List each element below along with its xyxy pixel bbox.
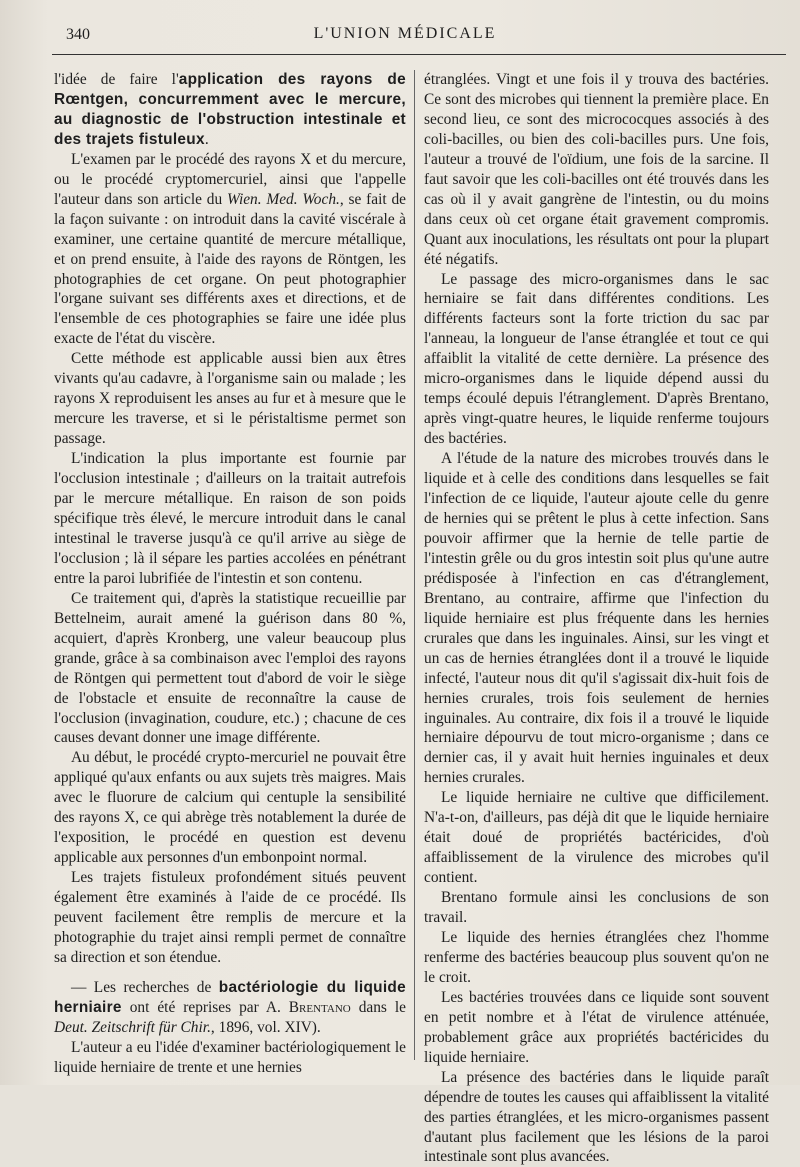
right-column [424,70,769,1167]
paragraph: Cette méthode est applicable aussi bien aux êtres vivants qu'au cadavre, à l'organisme sain ou malade ; les rayons X reproduisent les anses au fur et à mesure que le mercure les traverse, et si le péristaltisme permet son passage. [54,350,406,448]
text-run: l'idée de faire l' [54,71,179,88]
paragraph: Le passage des micro-organismes dans le sac herniaire se fait dans différentes conditions. Les différents facteurs sont la forte triction du sac par l'anneau, la longueur de l'anse étranglée et tout ce qui affaiblit la vitalité de cette dernière. La présence des micro-organismes dans le liquide dépend aussi du temps écoulé depuis l'étranglement. D'après Brentano, après vingt-quatre heures, le liquide renferme toujours des bactéries. [424,270,769,448]
text-run: — Les recherches de [70,978,219,996]
author-name: Brentano [288,998,351,1016]
paragraph: L'indication la plus importante est fournie par l'occlusion intestinale ; d'ailleurs on la traitait autrefois par le mercure métallique. En raison de son poids spécifique très élevé, le mercure introduit dans le canal intestinal le traverse jusqu'à ce qu'il arrive au siège de l'occlusion ; là il sépare les parties accolées en pénétrant entre la paroi lubrifiée de l'intestin et son contenu. [54,450,406,587]
paragraph [54,70,406,150]
journal-citation: Deut. Zeitschrift für Chir. [54,1018,211,1036]
paragraph: Au début, le procédé crypto-mercuriel ne pouvait être appliqué qu'aux enfants ou aux sujets très maigres. Mais avec le fluorure de calcium qui centuple la sensibilité des rayons X, ce qui abrège très notablement la durée de l'exposition, le procédé en question est devenu applicable aux personnes d'un embonpoint normal. [54,749,406,867]
text-run: ont été reprises par A. [121,998,289,1016]
bold-heading: application des rayons de Rœntgen, concurremment avec le mercure, au diagnostic de l'obstruction intestinale et des trajets fistuleux [54,71,406,148]
text-run: L'examen par le procédé des rayons X et du mercure, ou le procédé cryptomercuriel, ainsi que l'appelle l'auteur dans son article du [54,150,406,208]
journal-citation: Wien. Med. Woch. [226,190,340,208]
paragraph [54,150,406,350]
text-run: , 1896, vol. XIV). [210,1018,321,1036]
text-run: . [204,130,209,148]
paragraph: Le liquide herniaire ne cultive que difficilement. N'a-t-on, d'ailleurs, pas déjà dit que le liquide herniaire était doué de propriétés bactéricides, d'où affaiblissement de la virulence des microbes qu'il contient. [424,789,769,887]
text-run: , se fait de la façon suivante : on introduit dans la cavité viscérale à examiner, une certaine quantité de mercure métallique, et on prend ensuite, à l'aide des rayons de Röntgen, les photographies de cet organe. On peut photographier l'organe suivant ses différents axes et directions, et de l'ensemble de ces photographies se faire une idée plus exacte de l'état du viscère. [54,190,406,348]
text-run: dans le [350,998,406,1016]
paragraph: étranglées. Vingt et une fois il y trouva des bactéries. Ce sont des microbes qui tiennent la première place. En second lieu, ce sont des micrococques associés à des coli-bacilles, ou bien des coli-bacilles purs. Une fois, l'auteur a trouvé de l'oïdium, une fois de la sarcine. Il faut savoir que les coli-bacilles ont été trouvés dans les cas où il y avait gangrène de l'intestin, ou du moins dans ceux où cet organe était gravement compromis. Quant aux inoculations, les résultats ont pour la plupart été négatifs. [424,71,769,268]
column-divider [414,70,415,1060]
paragraph: Brentano formule ainsi les conclusions de son travail. [424,889,769,927]
paragraph [54,978,406,1038]
header-rule [52,54,786,55]
page-header [40,22,770,52]
page-number: 340 [66,26,90,43]
paragraph: L'auteur a eu l'idée d'examiner bactériologiquement le liquide herniaire de trente et une hernies [54,1038,406,1076]
running-title: L'UNION MÉDICALE [313,25,497,42]
paragraph: Ce traitement qui, d'après la statistique recueillie par Bettelneim, aurait amené la guérison dans 80 %, acquiert, d'après Kronberg, une valeur beaucoup plus grande, grâce à sa combinaison avec l'emploi des rayons de Röntgen qui permettent tout d'abord de voir le siège de l'obstacle et ensuite de reconnaître la cause de l'occlusion (invagination, coudure, etc.) ; chacune de ces causes devant donner une image différente. [54,589,406,747]
bold-heading: bactériologie du liquide herniaire [54,978,406,1016]
paragraph: Les bactéries trouvées dans ce liquide sont souvent en petit nombre et à l'état de virulence atténuée, probablement grâce aux propriétés bactéricides du liquide herniaire. [424,988,769,1066]
left-column [54,70,406,1078]
paragraph: Le liquide des hernies étranglées chez l'homme renferme des bactéries beaucoup plus souvent qu'on ne le croit. [424,928,769,986]
paragraph: Les trajets fistuleux profondément situés peuvent également être examinés à l'aide de ce procédé. Ils peuvent facilement être remplis de mercure et la photographie du trajet ainsi rempli permet de connaître sa direction et son étendue. [54,869,406,966]
paragraph: A l'étude de la nature des microbes trouvés dans le liquide et à celle des conditions dans lesquelles se fait l'infection de ce liquide, l'auteur ajoute celle du genre de hernies qui se prêtent le plus à cette infection. Sans pouvoir affirmer que la hernie de telle partie de l'intestin grêle ou du gros intestin soit plus qu'une autre prédisposée à l'infection en cas d'étranglement, Brentano, au contraire, affirme que l'infection du liquide herniaire est plus fréquente dans les hernies crurales que dans les inguinales. Ainsi, sur les vingt et un cas de hernies étranglées dont il a trouvé le liquide infecté, l'auteur nous dit qu'il s'agissait dix-huit fois de hernies crurales, trois fois seulement de hernies inguinales. Au contraire, dix fois il a trouvé le liquide herniaire dépourvu de tout micro-organisme ; dans ce dernier cas, il y avait huit hernies inguinales et deux hernies crurales. [424,450,769,787]
paragraph: La présence des bactéries dans le liquide paraît dépendre de toutes les causes qui affaiblissent la vitalité des parties étranglées, et les micro-organismes passent d'autant plus facilement que les lésions de la paroi intestinale sont plus avancées. [424,1068,769,1166]
